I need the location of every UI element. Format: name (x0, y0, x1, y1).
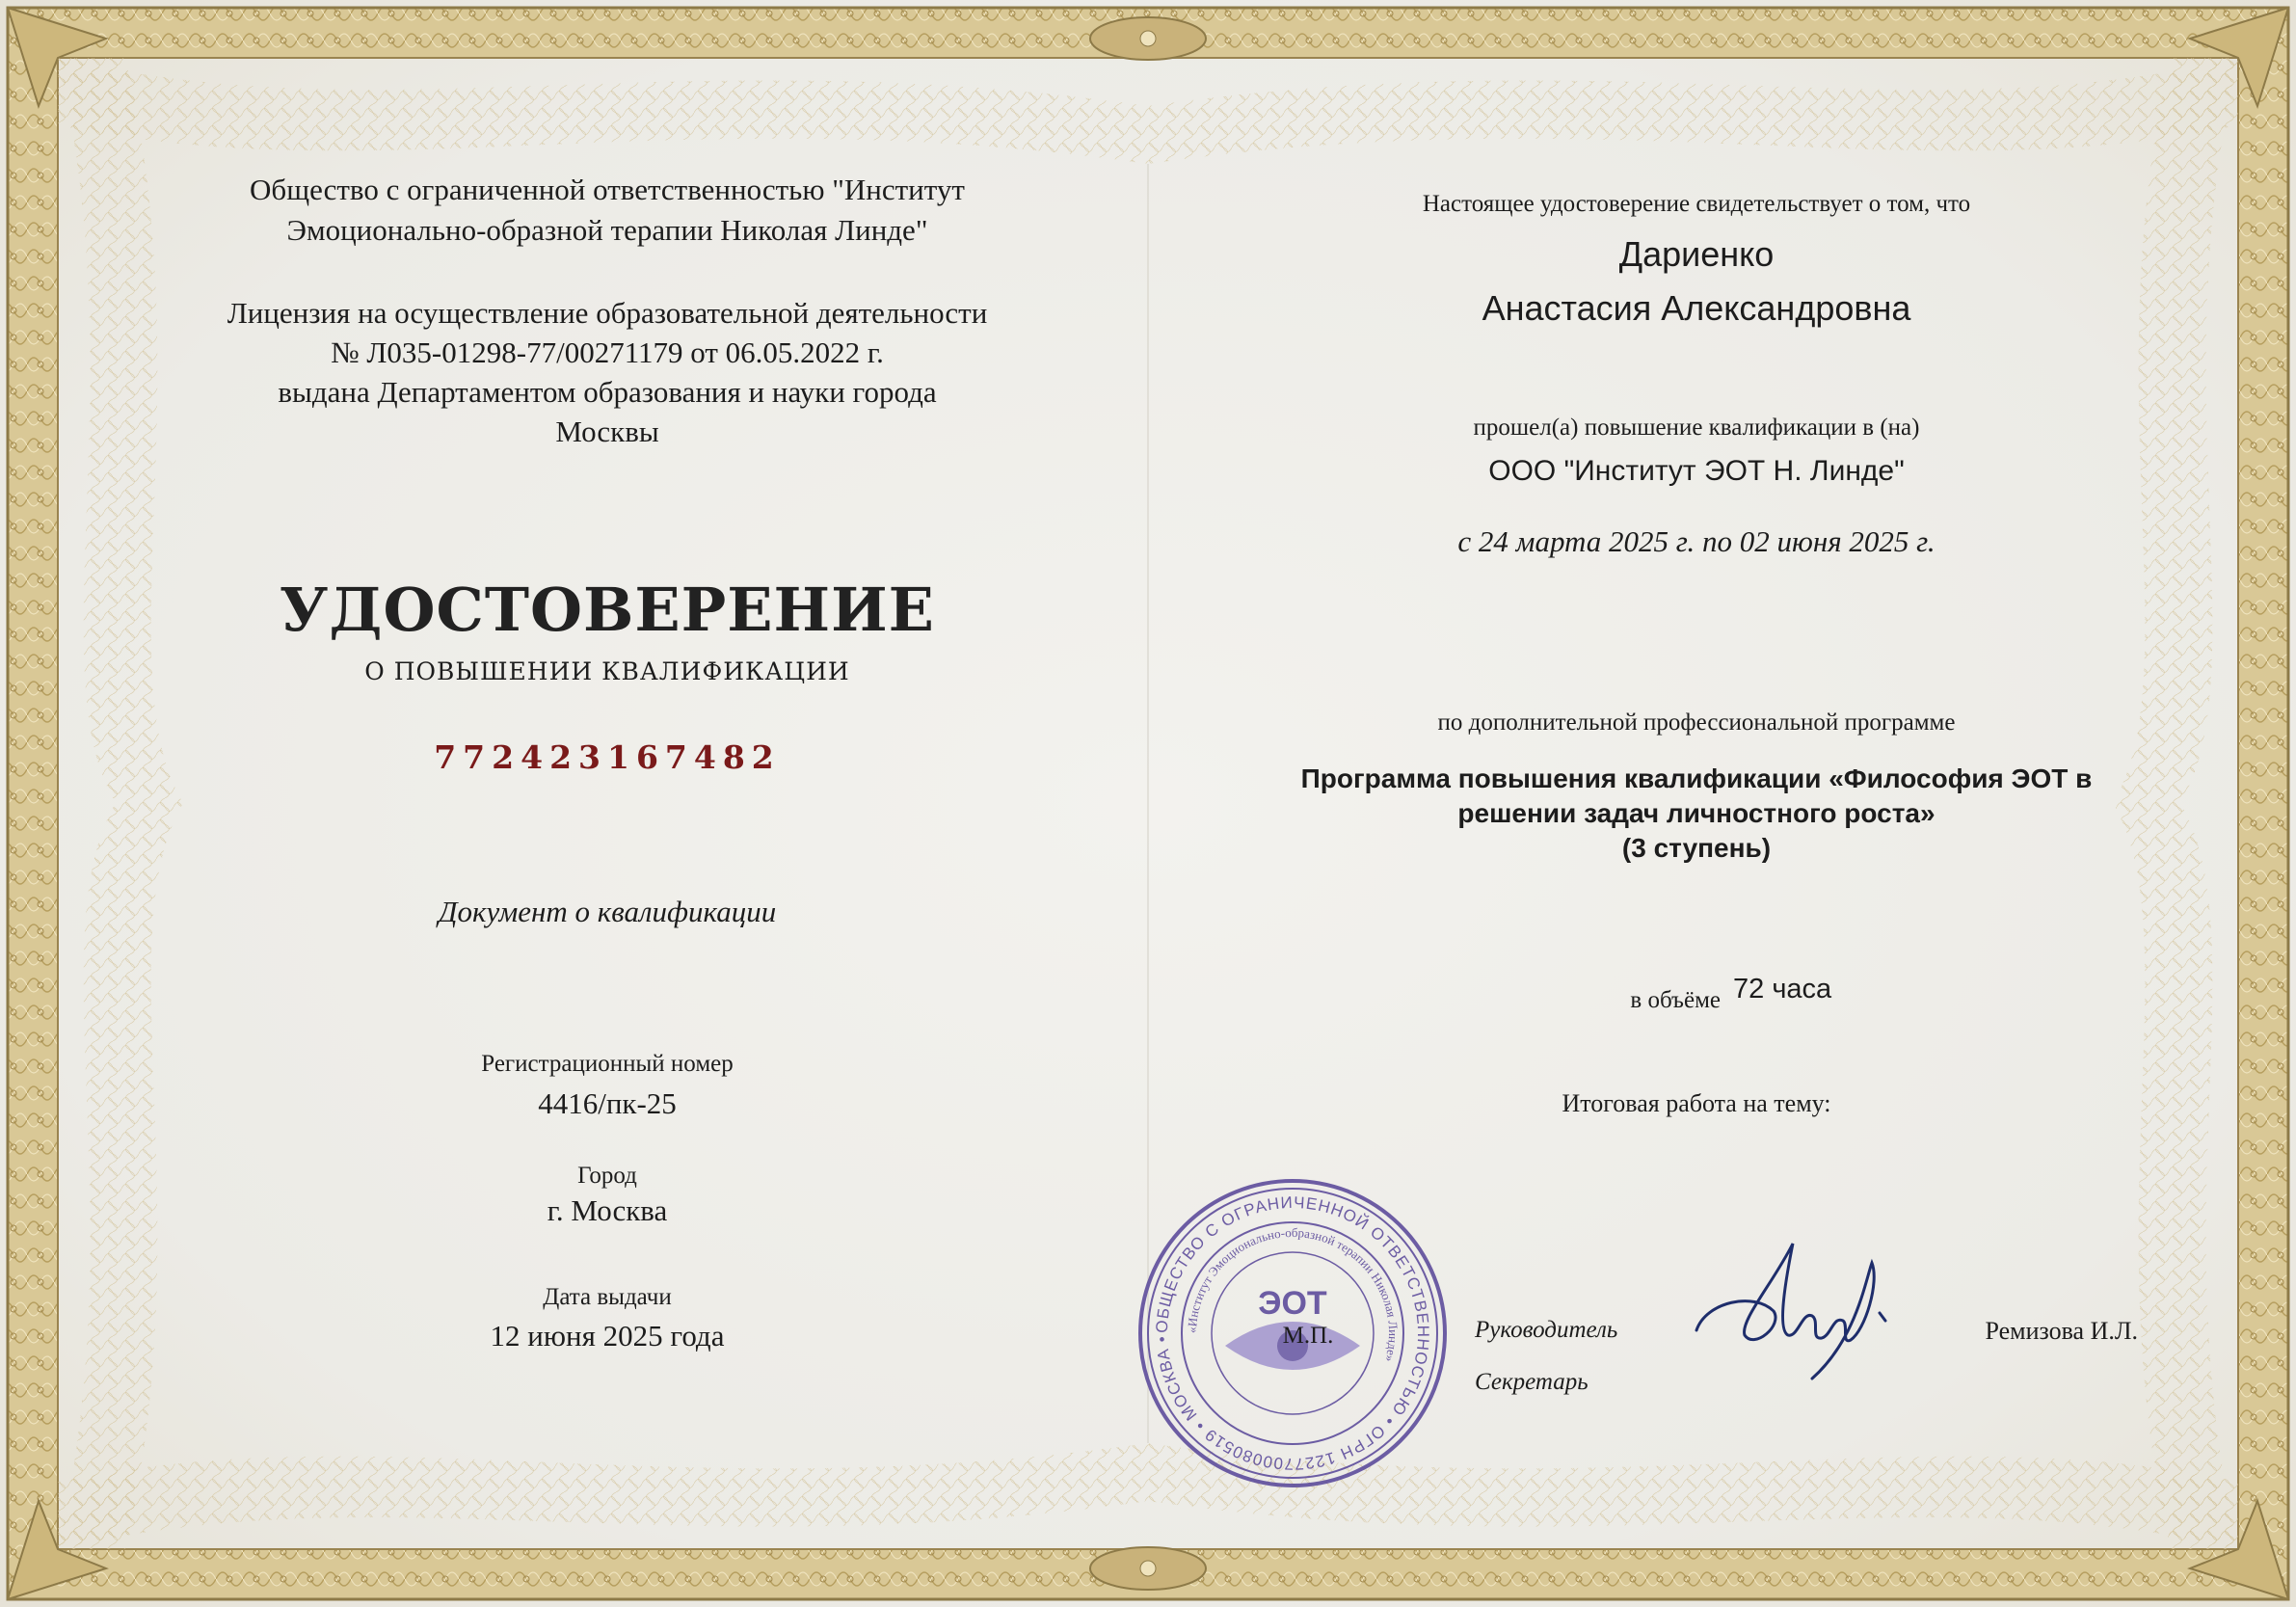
license-line-1: Лицензия на осуществление образовательной деятельности (227, 296, 988, 330)
program-line-3: (3 ступень) (1621, 833, 1772, 863)
registration-number: 4416/пк-25 (538, 1086, 677, 1120)
recipient-given-names: Анастасия Александровна (1482, 288, 1911, 328)
recipient-surname: Дариенко (1618, 234, 1775, 274)
document-type: Документ о квалификации (438, 895, 777, 928)
program-line-2: решении задач личностного роста» (1457, 798, 1936, 828)
intro-text: Настоящее удостоверение свидетельствует о том, что (1422, 191, 1971, 217)
issuer-organization (154, 170, 1060, 251)
issuer-line-1: Общество с ограниченной ответственностью "Институт (250, 173, 965, 206)
license-block (154, 293, 1060, 451)
program-label: по дополнительной профессиональной программе (1437, 710, 1956, 736)
program-line-1: Программа повышения квалификации «Философия ЭОТ в (1300, 763, 2093, 793)
head-label: Руководитель (1475, 1317, 1618, 1343)
secretary-label: Секретарь (1475, 1369, 1589, 1395)
license-line-2: № Л035-01298-77/00271179 от 06.05.2022 г. (331, 335, 884, 369)
city-label: Город (577, 1163, 637, 1189)
stamp-inner-text: «Институт Эмоционально-образной терапии Николая Линде» (1184, 1224, 1402, 1364)
license-line-4: Москвы (555, 415, 659, 448)
stamp-logo-text: ЭОТ (1258, 1285, 1327, 1322)
serial-number: 772423167482 (434, 738, 781, 776)
head-signature (1687, 1224, 1899, 1388)
document-subtitle: О ПОВЫШЕНИИ КВАЛИФИКАЦИИ (364, 657, 850, 685)
training-period: с 24 марта 2025 г. по 02 июня 2025 г. (1457, 524, 1936, 558)
final-work-label: Итоговая работа на тему: (1562, 1089, 1831, 1117)
stamp-outer-text: ОБЩЕСТВО С ОГРАНИЧЕННОЙ ОТВЕТСТВЕННОСТЬЮ • ОГРН 1227700080519 • МОСКВА • (1152, 1192, 1433, 1474)
organization-short: ООО "Институт ЭОТ Н. Линде" (1488, 455, 1905, 487)
volume-label: в объёме (1630, 987, 1721, 1013)
issue-date-label: Дата выдачи (543, 1284, 672, 1310)
registration-label: Регистрационный номер (481, 1051, 734, 1077)
document-title: УДОСТОВЕРЕНИЕ (280, 575, 935, 645)
volume-value: 72 часа (1733, 974, 1832, 1004)
stamp-mark: М.П. (1282, 1323, 1334, 1349)
issue-date-value: 12 июня 2025 года (490, 1319, 725, 1353)
city-value: г. Москва (547, 1193, 668, 1227)
program-title (1215, 762, 2178, 866)
passed-label: прошел(а) повышение квалификации в (на) (1473, 415, 1920, 441)
issuer-line-2: Эмоционально-образной терапии Николая Линде" (286, 213, 928, 247)
license-line-3: выдана Департаментом образования и науки города (278, 375, 937, 409)
head-name: Ремизова И.Л. (1985, 1317, 2138, 1345)
